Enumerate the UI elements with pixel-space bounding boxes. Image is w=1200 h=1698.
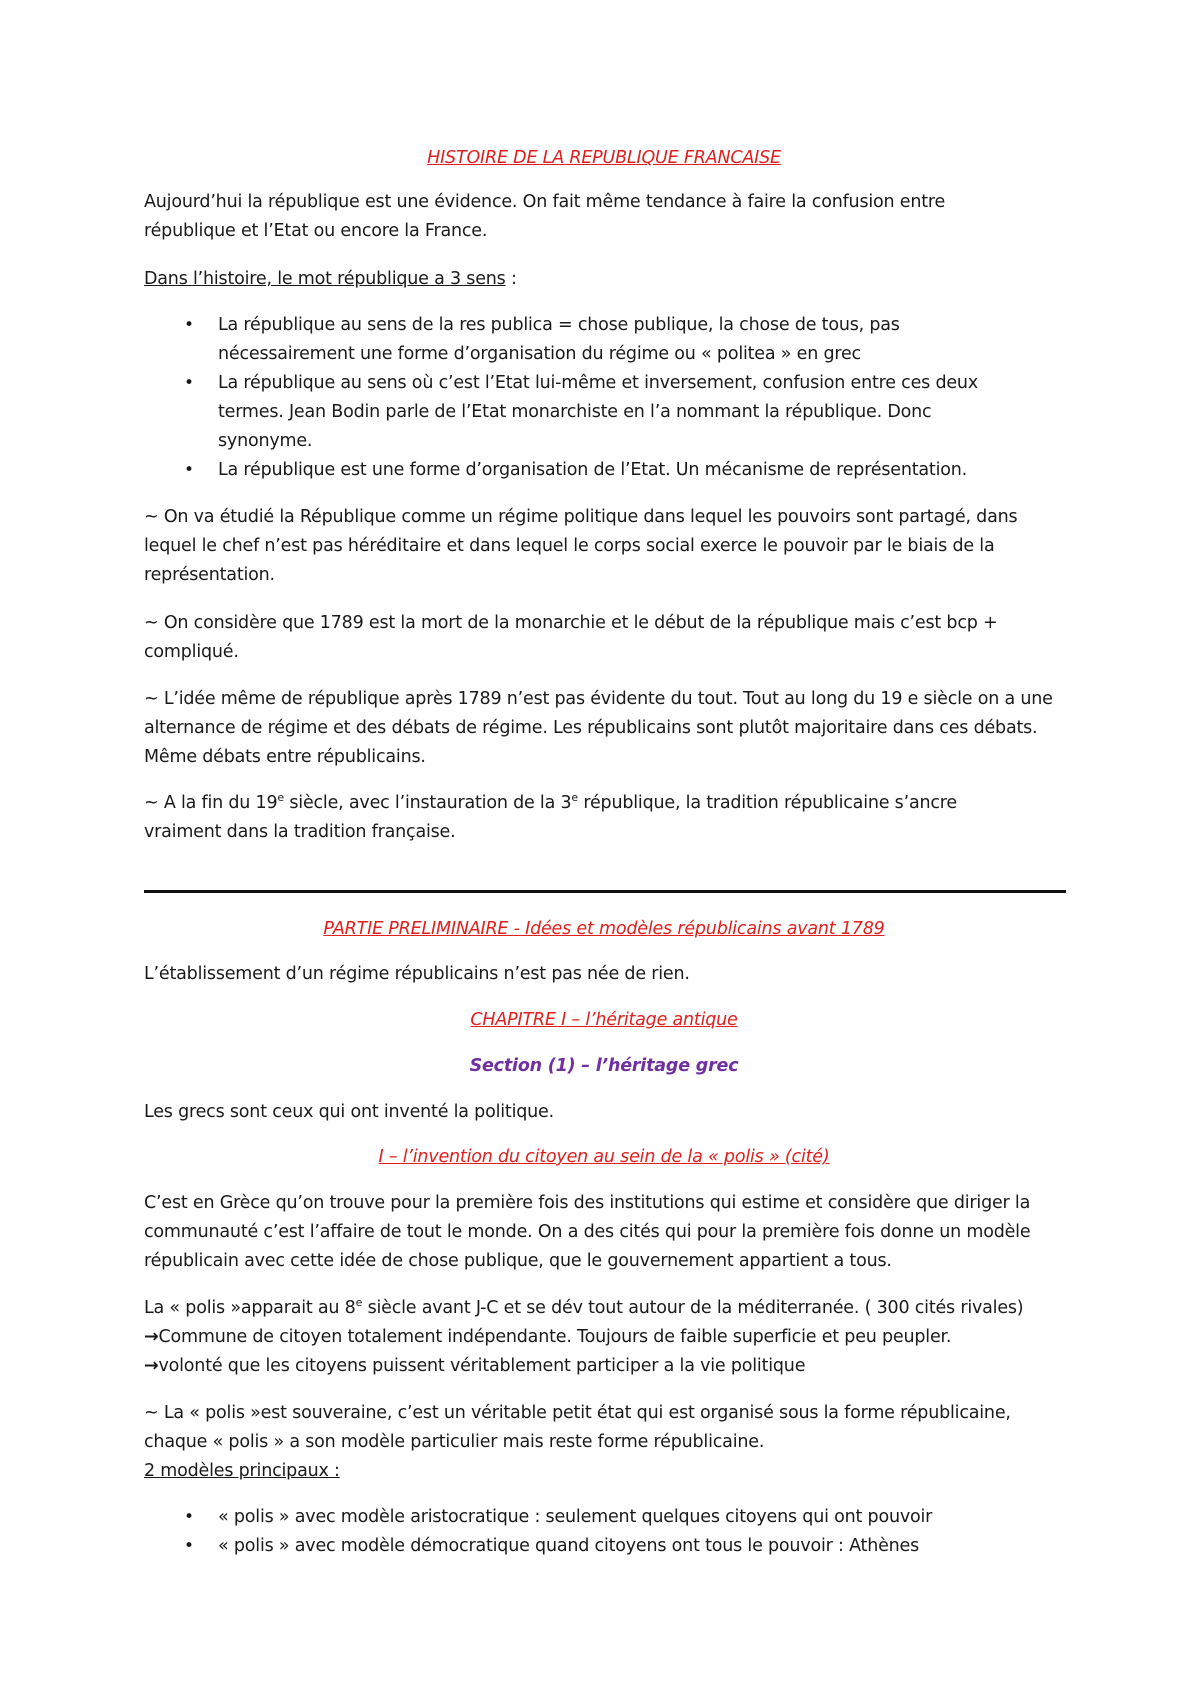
list-item: • « polis » avec modèle aristocratique : seulement quelques citoyens qui ont pouvoir	[144, 1503, 1044, 1532]
paragraph	[144, 789, 1004, 847]
text-run: La « polis »apparait au 8	[144, 1298, 356, 1318]
text-run: volonté que les citoyens puissent véritablement participer a la vie politique	[158, 1356, 806, 1376]
superscript: e	[277, 791, 284, 805]
arrow-right-icon: →	[144, 1327, 159, 1347]
section-title: Section (1) – l’héritage grec	[469, 1056, 739, 1076]
superscript: e	[571, 791, 578, 805]
superscript: e	[355, 1296, 363, 1310]
list-item: • La république est une forme d’organisation de l’Etat. Un mécanisme de représentation.	[144, 456, 1024, 485]
polis-paragraph	[144, 1294, 1064, 1381]
document-title: HISTOIRE DE LA REPUBLIQUE FRANCAISE	[427, 148, 781, 168]
sens-heading-text: Dans l’histoire, le mot république a 3 sens	[144, 269, 506, 289]
text-run: république, la tradition républicaine s’ancre vraiment dans la tradition française.	[144, 793, 957, 842]
list-item: • La république au sens de la res publica = chose publique, la chose de tous, pas nécessairement une forme d’organisation du régime ou « politea » en grec	[144, 311, 1024, 369]
modeles-heading: 2 modèles principaux :	[144, 1461, 340, 1481]
paragraph: ~ On considère que 1789 est la mort de la monarchie et le début de la république mais c’est bcp + compliqué.	[144, 613, 998, 662]
sens-heading-colon: :	[505, 269, 517, 289]
arrow-right-icon: →	[144, 1356, 159, 1376]
text-run: ~ A la fin du 19	[144, 793, 278, 813]
polis-line	[144, 1352, 1064, 1381]
partie-title: PARTIE PRELIMINAIRE - Idées et modèles républicains avant 1789	[323, 919, 885, 939]
paragraph: ~ La « polis »est souveraine, c’est un véritable petit état qui est organisé sous la forme républicaine, chaque « polis » a son modèle particulier mais reste forme républicaine.	[144, 1403, 1011, 1452]
chapter-title: CHAPITRE I – l’héritage antique	[470, 1010, 738, 1030]
paragraph: ~ On va étudié la République comme un régime politique dans lequel les pouvoirs sont partagé, dans lequel le chef n’est pas héréditaire et dans lequel le corps social exerce le pouvoir par le biais de la représentation.	[144, 507, 1018, 585]
partie-intro: L’établissement d’un régime républicains n’est pas née de rien.	[144, 964, 690, 984]
section-intro: Les grecs sont ceux qui ont inventé la politique.	[144, 1102, 554, 1122]
text-run: Commune de citoyen totalement indépendante. Toujours de faible superficie et peu peupler.	[158, 1327, 952, 1347]
list-item: • « polis » avec modèle démocratique quand citoyens ont tous le pouvoir : Athènes	[144, 1532, 1044, 1561]
paragraph: C’est en Grèce qu’on trouve pour la première fois des institutions qui estime et considère que diriger la communauté c’est l’affaire de tout le monde. On a des cités qui pour la première fois donne un modèle républicain avec cette idée de chose publique, que le gouvernement appartient a tous.	[144, 1193, 1031, 1271]
intro-paragraph: Aujourd’hui la république est une évidence. On fait même tendance à faire la confusion entre république et l’Etat ou encore la France.	[144, 192, 946, 241]
subsection-title: I – l’invention du citoyen au sein de la « polis » (cité)	[378, 1147, 830, 1167]
sens-heading	[144, 265, 1044, 294]
sens-list	[144, 311, 1024, 485]
polis-line	[144, 1323, 1064, 1352]
horizontal-divider	[144, 890, 1066, 893]
list-item: • La république au sens où c’est l’Etat lui-même et inversement, confusion entre ces deux termes. Jean Bodin parle de l’Etat monarchiste en l’a nommant la république. Donc synonyme.	[144, 369, 1024, 456]
paragraph: ~ L’idée même de république après 1789 n’est pas évidente du tout. Tout au long du 19 e siècle on a une alternance de régime et des débats de régime. Les républicains sont plutôt majoritaire dans ces débats. Même débats entre républicains.	[144, 689, 1053, 767]
text-run: siècle avant J-C et se dév tout autour de la méditerranée. ( 300 cités rivales)	[362, 1298, 1024, 1318]
polis-line	[144, 1294, 1064, 1323]
text-run: siècle, avec l’instauration de la 3	[284, 793, 572, 813]
modeles-list	[144, 1503, 1044, 1561]
